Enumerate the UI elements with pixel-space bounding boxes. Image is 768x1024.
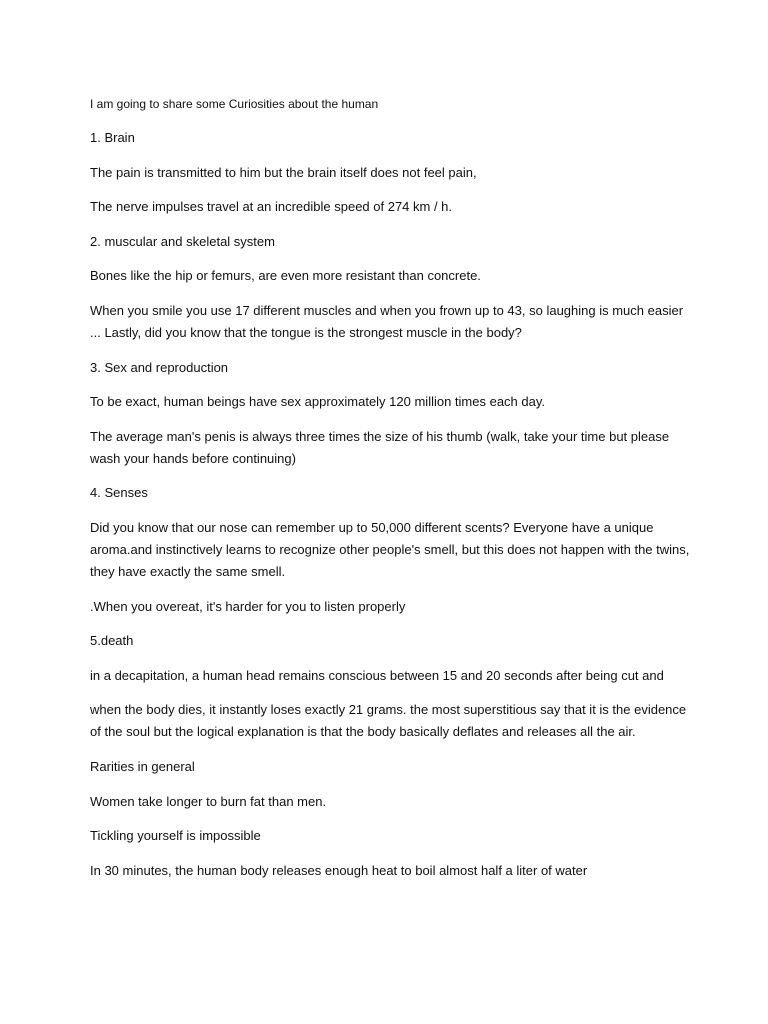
heading-muscular-skeletal: 2. muscular and skeletal system	[90, 233, 275, 249]
heading-senses: 4. Senses	[90, 485, 148, 501]
paragraph: when the body dies, it instantly loses exactly 21 grams. the most superstitious say that it is the evidence of the soul but the logical explanation is that the body basically deflates and releases all the air.	[90, 702, 687, 740]
paragraph: When you smile you use 17 different muscles and when you frown up to 43, so laughing is much easier ... Lastly, did you know that the tongue is the strongest muscle in the body?	[90, 302, 684, 340]
paragraph: The pain is transmitted to him but the brain itself does not feel pain,	[90, 164, 477, 180]
paragraph: Did you know that our nose can remember up to 50,000 different scents? Everyone have a unique aroma.and instinctively learns to recognize other people's smell, but this does not happen with the twins, they have exactly the same smell.	[90, 519, 690, 579]
paragraph: Bones like the hip or femurs, are even more resistant than concrete.	[90, 268, 481, 284]
paragraph: In 30 minutes, the human body releases enough heat to boil almost half a liter of water	[90, 862, 588, 878]
paragraph: Tickling yourself is impossible	[90, 828, 261, 844]
intro-line: I am going to share some Curiosities about the human	[90, 97, 379, 111]
paragraph: .When you overeat, it's harder for you to listen properly	[90, 598, 406, 614]
heading-death: 5.death	[90, 633, 134, 649]
heading-sex-reproduction: 3. Sex and reproduction	[90, 359, 229, 375]
heading-rarities: Rarities in general	[90, 758, 195, 774]
paragraph: The average man's penis is always three times the size of his thumb (walk, take your time but please wash your hands before continuing)	[90, 428, 670, 466]
paragraph: To be exact, human beings have sex approximately 120 million times each day.	[90, 394, 546, 410]
paragraph: Women take longer to burn fat than men.	[90, 793, 327, 809]
heading-brain: 1. Brain	[90, 130, 135, 145]
paragraph: in a decapitation, a human head remains conscious between 15 and 20 seconds after being cut and	[90, 667, 664, 683]
document-page	[90, 93, 690, 894]
paragraph: The nerve impulses travel at an incredible speed of 274 km / h.	[90, 199, 453, 215]
